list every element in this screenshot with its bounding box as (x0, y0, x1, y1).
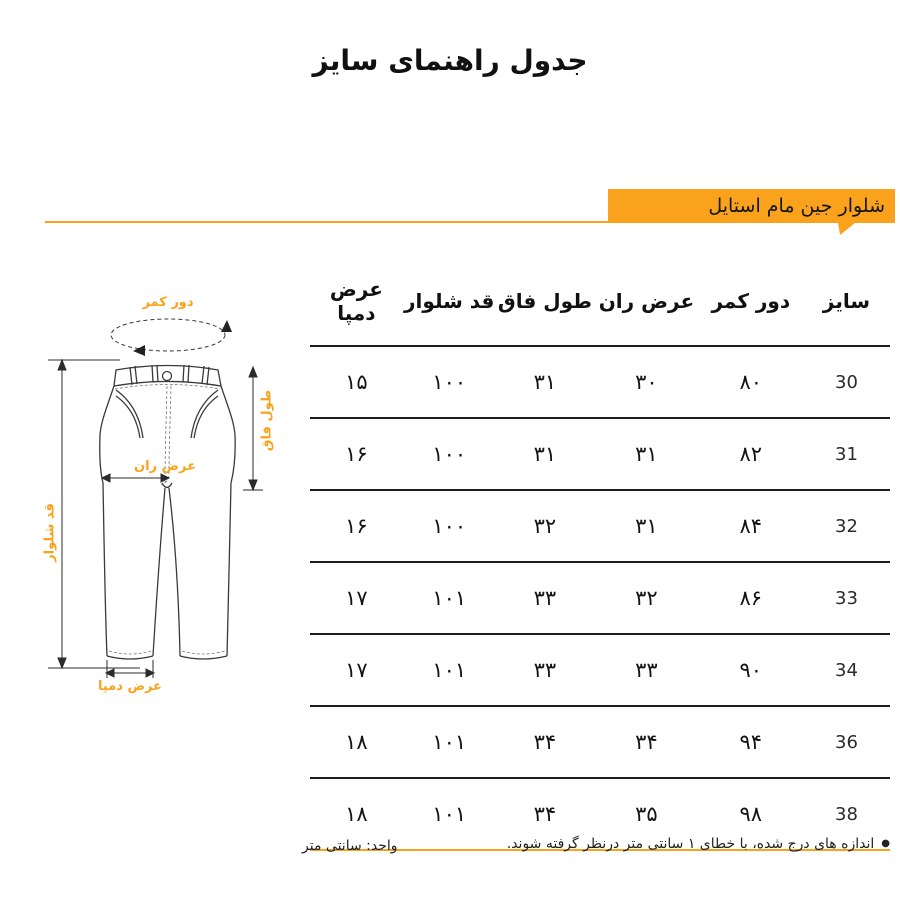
value-cell: ۳۴ (496, 778, 595, 850)
thigh-measure-label: عرض ران (133, 459, 197, 474)
pants-diagram (30, 285, 310, 715)
value-cell: ۳۲ (594, 562, 698, 634)
unit-label: واحد: سانتی متر (302, 838, 398, 854)
size-table (310, 265, 890, 851)
table-header-cell: قد شلوار (403, 265, 496, 346)
size-cell: 34 (803, 634, 890, 706)
value-cell: ۳۳ (496, 562, 595, 634)
value-cell: ۳۴ (496, 706, 595, 778)
table-row (310, 346, 890, 418)
bullet-icon: ● (881, 838, 890, 849)
value-cell: ۳۱ (496, 346, 595, 418)
table-header-cell: طول فاق (496, 265, 595, 346)
table-row (310, 706, 890, 778)
pants-line-art (30, 285, 310, 715)
banner-underline (45, 221, 608, 223)
value-cell: ۸۲ (699, 418, 803, 490)
value-cell: ۱۰۰ (403, 490, 496, 562)
rise-measure-label: طول فاق (259, 389, 275, 452)
value-cell: ۳۴ (594, 706, 698, 778)
value-cell: ۳۲ (496, 490, 595, 562)
value-cell: ۱۰۱ (403, 706, 496, 778)
size-table-container (310, 265, 890, 851)
table-row (310, 490, 890, 562)
value-cell: ۸۶ (699, 562, 803, 634)
table-row (310, 562, 890, 634)
table-row (310, 418, 890, 490)
value-cell: ۸۴ (699, 490, 803, 562)
size-cell: 38 (803, 778, 890, 850)
value-cell: ۱۵ (310, 346, 403, 418)
banner-tail-decoration (838, 223, 855, 235)
value-cell: ۳۵ (594, 778, 698, 850)
page-title: جدول راهنمای سایز (312, 44, 588, 77)
waist-arrow-icon (133, 345, 145, 356)
value-cell: ۱۰۰ (403, 418, 496, 490)
value-cell: ۱۶ (310, 418, 403, 490)
table-header-cell: دور کمر (699, 265, 803, 346)
table-body (310, 346, 890, 850)
value-cell: ۱۰۱ (403, 562, 496, 634)
product-banner-label: شلوار جین مام استایل (708, 195, 885, 217)
value-cell: ۱۷ (310, 562, 403, 634)
tolerance-note-text: اندازه های درج شده، با خطای ۱ سانتی متر درنظر گرفته شوند. (506, 836, 875, 852)
value-cell: ۹۴ (699, 706, 803, 778)
value-cell: ۳۱ (496, 418, 595, 490)
table-header-row (310, 265, 890, 346)
table-header-cell: عرض دمپا (310, 265, 403, 346)
size-cell: 31 (803, 418, 890, 490)
value-cell: ۳۱ (594, 418, 698, 490)
table-row (310, 634, 890, 706)
size-cell: 30 (803, 346, 890, 418)
waist-arrow-icon (221, 320, 232, 332)
waist-measure-label: دور کمر (142, 295, 194, 310)
value-cell: ۳۳ (496, 634, 595, 706)
pants-stitching (109, 385, 225, 655)
value-cell: ۹۸ (699, 778, 803, 850)
value-cell: ۱۷ (310, 634, 403, 706)
value-cell: ۳۰ (594, 346, 698, 418)
value-cell: ۹۰ (699, 634, 803, 706)
waist-ellipse (111, 319, 225, 351)
value-cell: ۸۰ (699, 346, 803, 418)
value-cell: ۳۳ (594, 634, 698, 706)
value-cell: ۱۰۰ (403, 346, 496, 418)
size-cell: 36 (803, 706, 890, 778)
value-cell: ۱۸ (310, 778, 403, 850)
value-cell: ۱۶ (310, 490, 403, 562)
hem-measure-label: عرض دمپا (98, 679, 162, 694)
table-header-cell: سایز (803, 265, 890, 346)
table-header-cell: عرض ران (594, 265, 698, 346)
value-cell: ۱۰۱ (403, 634, 496, 706)
value-cell: ۳۱ (594, 490, 698, 562)
product-banner (608, 189, 895, 223)
pants-outline (100, 365, 235, 659)
value-cell: ۱۰۱ (403, 778, 496, 850)
size-cell: 32 (803, 490, 890, 562)
value-cell: ۱۸ (310, 706, 403, 778)
length-measure-label: قد شلوار (42, 503, 58, 562)
size-cell: 33 (803, 562, 890, 634)
tolerance-note (507, 836, 890, 852)
